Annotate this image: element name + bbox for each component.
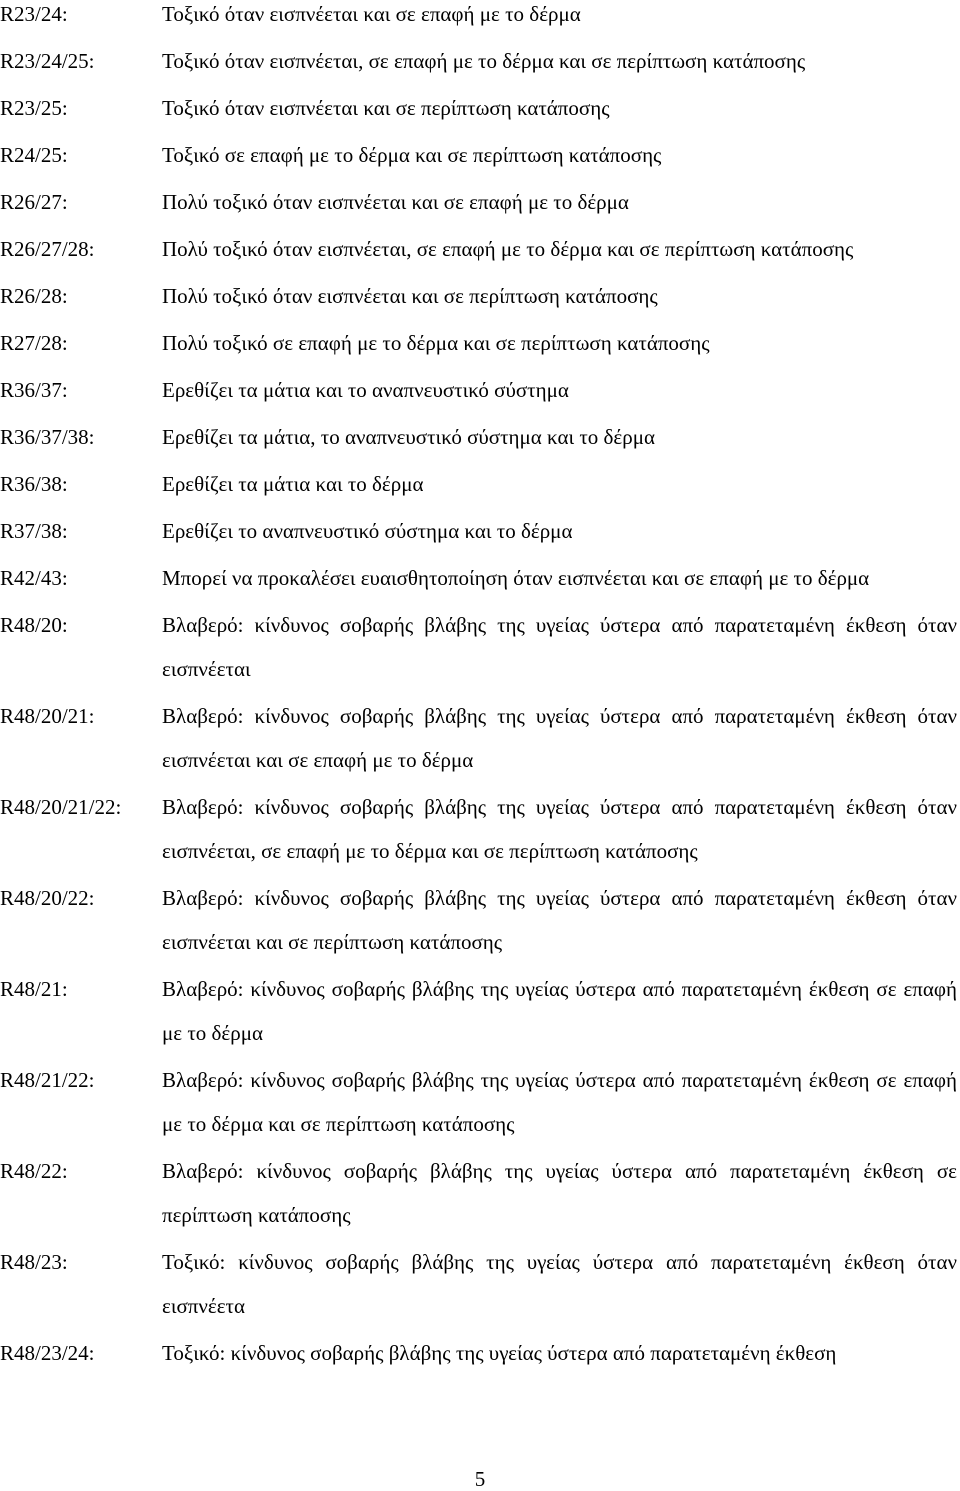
r-phrase-entry	[0, 470, 960, 506]
r-phrase-code: R26/28:	[0, 284, 68, 308]
r-phrase-entry	[0, 517, 960, 553]
r-phrase-code: R36/37:	[0, 378, 68, 402]
r-phrase-text: Τοξικό όταν εισπνέεται και σε επαφή με το δέρμα	[162, 2, 581, 26]
r-phrase-code: R36/38:	[0, 472, 68, 496]
r-phrase-code: R23/24:	[0, 2, 68, 26]
r-phrase-text: Τοξικό όταν εισπνέεται και σε περίπτωση κατάποσης	[162, 96, 610, 120]
r-phrase-entry	[0, 0, 960, 36]
r-phrase-entry	[0, 884, 960, 964]
r-phrase-code: R24/25:	[0, 143, 68, 167]
r-phrase-code: R48/21:	[0, 977, 68, 1001]
r-phrase-text: Βλαβερό: κίνδυνος σοβαρής βλάβης της υγείας ύστερα από παρατεταμένη έκθεση όταν εισπνέεται και σε περίπτωση κατάποσης	[162, 886, 957, 954]
r-phrase-entry	[0, 94, 960, 130]
r-phrase-text: Τοξικό: κίνδυνος σοβαρής βλάβης της υγείας ύστερα από παρατεταμένη έκθεση όταν εισπνέετα	[162, 1250, 957, 1318]
r-phrase-entry	[0, 793, 960, 873]
r-phrase-code: R27/28:	[0, 331, 68, 355]
r-phrase-entry	[0, 1066, 960, 1146]
r-phrase-code: R48/20:	[0, 613, 68, 637]
r-phrase-text: Τοξικό σε επαφή με το δέρμα και σε περίπτωση κατάποσης	[162, 143, 662, 167]
r-phrase-code: R48/21/22:	[0, 1068, 95, 1092]
r-phrase-text: Βλαβερό: κίνδυνος σοβαρής βλάβης της υγείας ύστερα από παρατεταμένη έκθεση σε επαφή με το δέρμα και σε περίπτωση κατάποσης	[162, 1068, 957, 1136]
r-phrase-entry	[0, 188, 960, 224]
r-phrase-code: R48/23/24:	[0, 1341, 95, 1365]
r-phrase-entry	[0, 141, 960, 177]
r-phrase-code: R36/37/38:	[0, 425, 95, 449]
r-phrase-text: Βλαβερό: κίνδυνος σοβαρής βλάβης της υγείας ύστερα από παρατεταμένη έκθεση σε επαφή με το δέρμα	[162, 977, 957, 1045]
r-phrase-text: Τοξικό όταν εισπνέεται, σε επαφή με το δέρμα και σε περίπτωση κατάποσης	[162, 49, 806, 73]
r-phrase-entry	[0, 235, 960, 271]
r-phrase-entry	[0, 423, 960, 459]
r-phrase-text: Πολύ τοξικό όταν εισπνέεται και σε περίπτωση κατάποσης	[162, 284, 658, 308]
r-phrase-code: R48/22:	[0, 1159, 68, 1183]
r-phrase-text: Βλαβερό: κίνδυνος σοβαρής βλάβης της υγείας ύστερα από παρατεταμένη έκθεση όταν εισπνέεται	[162, 613, 957, 681]
r-phrase-entry	[0, 975, 960, 1055]
r-phrase-text: Ερεθίζει τα μάτια και το αναπνευστικό σύστημα	[162, 378, 569, 402]
r-phrase-text: Βλαβερό: κίνδυνος σοβαρής βλάβης της υγείας ύστερα από παρατεταμένη έκθεση όταν εισπνέεται και σε επαφή με το δέρμα	[162, 704, 957, 772]
r-phrase-entry	[0, 282, 960, 318]
r-phrase-text: Ερεθίζει τα μάτια, το αναπνευστικό σύστημα και το δέρμα	[162, 425, 655, 449]
r-phrase-code: R23/24/25:	[0, 49, 95, 73]
r-phrase-text: Βλαβερό: κίνδυνος σοβαρής βλάβης της υγείας ύστερα από παρατεταμένη έκθεση σε περίπτωση κατάποσης	[162, 1159, 957, 1227]
r-phrase-code: R48/20/21/22:	[0, 795, 122, 819]
r-phrase-entry	[0, 702, 960, 782]
r-phrase-text: Πολύ τοξικό όταν εισπνέεται, σε επαφή με το δέρμα και σε περίπτωση κατάποσης	[162, 237, 854, 261]
r-phrase-code: R48/20/21:	[0, 704, 95, 728]
r-phrase-text: Ερεθίζει το αναπνευστικό σύστημα και το δέρμα	[162, 519, 573, 543]
r-phrase-text: Πολύ τοξικό όταν εισπνέεται και σε επαφή με το δέρμα	[162, 190, 629, 214]
r-phrase-text: Τοξικό: κίνδυνος σοβαρής βλάβης της υγείας ύστερα από παρατεταμένη έκθεση	[162, 1341, 837, 1365]
r-phrase-entry	[0, 1339, 960, 1375]
r-phrase-code: R42/43:	[0, 566, 68, 590]
r-phrase-text: Μπορεί να προκαλέσει ευαισθητοποίηση όταν εισπνέεται και σε επαφή με το δέρμα	[162, 566, 870, 590]
r-phrase-code: R48/23:	[0, 1250, 68, 1274]
r-phrase-text: Βλαβερό: κίνδυνος σοβαρής βλάβης της υγείας ύστερα από παρατεταμένη έκθεση όταν εισπνέεται, σε επαφή με το δέρμα και σε περίπτωση κατάποσης	[162, 795, 957, 863]
r-phrase-entry	[0, 1157, 960, 1237]
r-phrase-entry	[0, 564, 960, 600]
r-phrase-code: R37/38:	[0, 519, 68, 543]
r-phrase-code: R26/27/28:	[0, 237, 95, 261]
r-phrase-entry	[0, 1248, 960, 1328]
r-phrase-entry	[0, 329, 960, 365]
r-phrase-entry	[0, 47, 960, 83]
r-phrase-code: R23/25:	[0, 96, 68, 120]
r-phrase-code: R26/27:	[0, 190, 68, 214]
r-phrase-entry	[0, 611, 960, 691]
page-number: 5	[474, 1467, 486, 1491]
r-phrase-text: Ερεθίζει τα μάτια και το δέρμα	[162, 472, 424, 496]
r-phrase-text: Πολύ τοξικό σε επαφή με το δέρμα και σε περίπτωση κατάποσης	[162, 331, 710, 355]
r-phrase-code: R48/20/22:	[0, 886, 95, 910]
r-phrase-entry	[0, 376, 960, 412]
